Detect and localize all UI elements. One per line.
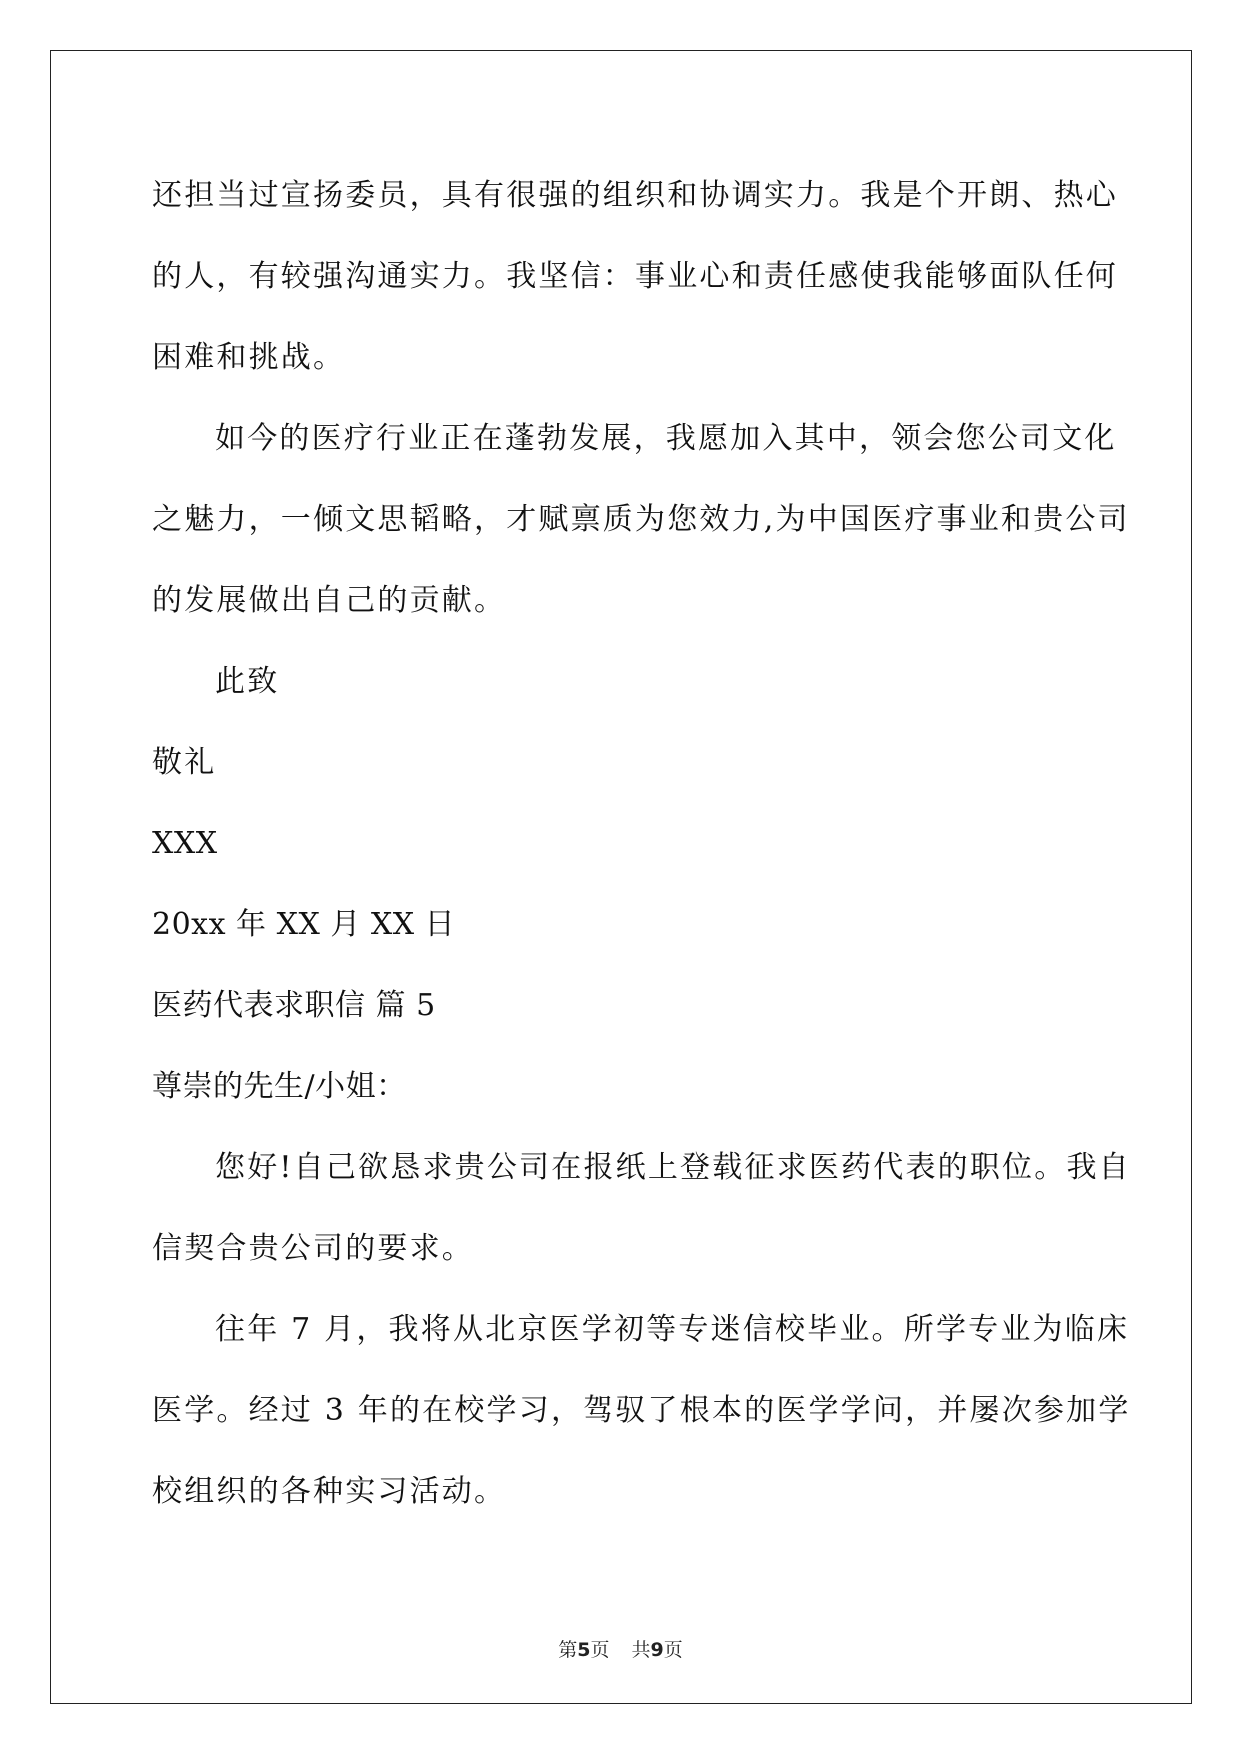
text-line: 的发展做出自己的贡献。 [152, 583, 507, 618]
closing-regards: 敬礼 [152, 745, 217, 780]
text-line: 的人，有较强沟通实力。我坚信：事业心和责任感使我能够面队任何 [152, 259, 1118, 294]
current-page-number: 5 [577, 1639, 591, 1661]
section-heading: 医药代表求职信 篇 5 [152, 988, 436, 1023]
text-line: 医学。经过 3 年的在校学习，驾驭了根本的医学学问，并屡次参加学 [152, 1393, 1131, 1428]
text-line: 之魅力，一倾文思韬略，才赋禀质为您效力,为中国医疗事业和贵公司 [152, 502, 1130, 537]
text-line: 信契合贵公司的要求。 [152, 1231, 474, 1266]
text-line: 困难和挑战。 [152, 340, 346, 375]
paragraph-start: 您好!自己欲恳求贵公司在报纸上登载征求医药代表的职位。我自 [215, 1150, 1131, 1185]
total-pages-number: 9 [650, 1639, 664, 1661]
text-line: 校组织的各种实习活动。 [152, 1474, 507, 1509]
text-line: 还担当过宣扬委员，具有很强的组织和协调实力。我是个开朗、热心 [152, 178, 1118, 213]
letter-date: 20xx 年 XX 月 XX 日 [152, 907, 456, 942]
total-suffix: 页 [663, 1639, 683, 1661]
signature-name: XXX [152, 826, 218, 861]
page-prefix: 第 [558, 1639, 578, 1661]
page-suffix: 页 [590, 1639, 610, 1661]
total-prefix: 共 [631, 1639, 651, 1661]
page-number-footer [0, 1635, 1241, 1662]
paragraph-start: 往年 7 月，我将从北京医学初等专迷信校毕业。所学专业为临床 [215, 1312, 1130, 1347]
greeting: 尊崇的先生/小姐： [152, 1069, 407, 1104]
closing-salutation: 此致 [215, 664, 280, 699]
letter-body [152, 155, 1131, 1532]
paragraph-start: 如今的医疗行业正在蓬勃发展，我愿加入其中，领会您公司文化 [215, 421, 1117, 456]
